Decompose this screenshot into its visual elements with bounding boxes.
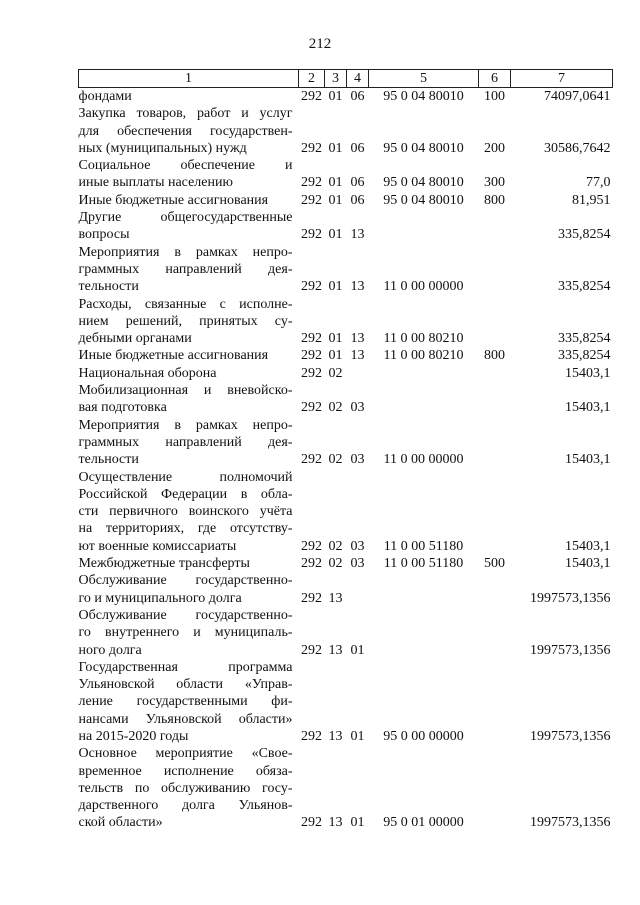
col-4-cell: 03 xyxy=(350,452,365,468)
col-5-cell: 11 0 00 80210 xyxy=(383,331,464,347)
row-name-line: ных (муниципальных) нужд xyxy=(78,140,247,156)
table-row xyxy=(79,745,613,831)
col-3-cell: 01 xyxy=(328,279,343,295)
col-4-cell: 06 xyxy=(350,140,365,156)
row-name-cell xyxy=(79,469,299,555)
row-name-cell xyxy=(79,157,299,192)
row-name-line: Обслуживание государственно- xyxy=(78,573,293,589)
col-4-cell: 01 xyxy=(350,815,365,831)
col-5-cell: 11 0 00 00000 xyxy=(383,452,464,468)
row-name-line: Мобилизационная и вневойско- xyxy=(78,383,293,399)
row-name-line: Другие общегосударственные xyxy=(78,210,293,226)
row-name-line: Государственная программа xyxy=(78,659,293,675)
table-row xyxy=(79,105,613,157)
row-name-line: Ульяновской области «Управ- xyxy=(78,677,293,693)
col-7-cell: 74097,0641 xyxy=(544,89,611,104)
row-name-line: тельности xyxy=(78,452,139,468)
table-row xyxy=(79,417,613,469)
col-2-cell: 292 xyxy=(301,642,322,658)
col-2-cell: 292 xyxy=(301,140,322,156)
col-7-cell: 30586,7642 xyxy=(544,140,611,156)
row-name-line: нансами Ульяновской области» xyxy=(78,711,293,727)
col-4-cell: 06 xyxy=(350,175,365,191)
table-row xyxy=(79,607,613,659)
col-6-cell xyxy=(479,209,511,244)
row-name-line: Российской Федерации в обла- xyxy=(78,486,293,502)
col-7-cell: 77,0 xyxy=(586,175,611,191)
col-3-cell: 02 xyxy=(328,452,343,468)
col-7-cell: 15403,1 xyxy=(565,556,611,572)
col-7-cell: 335,8254 xyxy=(558,331,611,347)
column-header-7: 7 xyxy=(511,70,613,88)
table-row xyxy=(79,469,613,555)
col-6-cell xyxy=(479,296,511,348)
row-name-cell xyxy=(79,572,299,607)
row-name-line: дебными органами xyxy=(78,331,192,347)
row-name-line: иные выплаты населению xyxy=(78,175,233,191)
row-name-line: вопросы xyxy=(78,227,130,243)
col-7-cell: 1997573,1356 xyxy=(530,728,611,744)
col-2-cell: 292 xyxy=(301,192,322,208)
column-header-4: 4 xyxy=(347,70,369,88)
row-name-line: Иные бюджетные ассигнования xyxy=(78,192,269,208)
col-4-cell: 03 xyxy=(350,556,365,572)
col-4-cell: 01 xyxy=(350,642,365,658)
col-7-cell: 15403,1 xyxy=(565,452,611,468)
col-6-cell xyxy=(479,417,511,469)
col-3-cell: 13 xyxy=(328,590,343,606)
row-name-cell xyxy=(79,244,299,296)
col-4-cell xyxy=(347,365,369,382)
table-row xyxy=(79,296,613,348)
row-name-line: го и муниципального долга xyxy=(78,590,242,606)
col-3-cell: 02 xyxy=(328,556,343,572)
table-row xyxy=(79,192,613,209)
col-6-cell xyxy=(479,745,511,831)
row-name-cell xyxy=(79,105,299,157)
col-2-cell: 292 xyxy=(301,365,322,381)
col-5-cell: 11 0 00 00000 xyxy=(383,279,464,295)
row-name-cell xyxy=(79,88,299,106)
col-5-cell: 95 0 01 00000 xyxy=(383,815,464,831)
col-5-cell xyxy=(369,209,479,244)
col-4-cell: 03 xyxy=(350,538,365,554)
table-row xyxy=(79,347,613,364)
row-name-cell xyxy=(79,296,299,348)
col-3-cell: 02 xyxy=(328,400,343,416)
col-2-cell: 292 xyxy=(301,452,322,468)
col-6-cell xyxy=(479,382,511,417)
col-7-cell: 1997573,1356 xyxy=(530,642,611,658)
row-name-line: фондами xyxy=(78,89,132,104)
table-row xyxy=(79,572,613,607)
col-3-cell: 01 xyxy=(328,192,343,208)
row-name-cell xyxy=(79,382,299,417)
row-name-line: сти первичного воинского учёта xyxy=(78,504,293,520)
col-3-cell: 01 xyxy=(328,140,343,156)
col-7-cell: 335,8254 xyxy=(558,279,611,295)
row-name-line: Обслуживание государственно- xyxy=(78,607,293,623)
col-6-cell: 300 xyxy=(484,175,505,191)
column-header-5: 5 xyxy=(369,70,479,88)
col-6-cell: 200 xyxy=(484,140,505,156)
col-3-cell: 01 xyxy=(328,227,343,243)
col-6-cell xyxy=(479,607,511,659)
col-7-cell: 15403,1 xyxy=(565,538,611,554)
col-2-cell: 292 xyxy=(301,556,322,572)
row-name-line: го внутреннего и муниципаль- xyxy=(78,625,293,641)
table-row xyxy=(79,659,613,745)
row-name-line: Мероприятия в рамках непро- xyxy=(78,417,293,433)
col-6-cell xyxy=(479,365,511,382)
row-name-line: Закупка товаров, работ и услуг xyxy=(78,106,293,122)
row-name-line: ют военные комиссариаты xyxy=(78,538,237,554)
row-name-line: Межбюджетные трансферты xyxy=(78,556,250,572)
budget-table xyxy=(78,69,613,832)
col-7-cell: 335,8254 xyxy=(558,227,611,243)
col-2-cell: 292 xyxy=(301,89,322,104)
col-5-cell xyxy=(369,365,479,382)
col-5-cell: 11 0 00 51180 xyxy=(383,556,464,572)
col-2-cell: 292 xyxy=(301,175,322,191)
col-5-cell xyxy=(369,382,479,417)
col-4-cell: 06 xyxy=(350,89,365,104)
col-2-cell: 292 xyxy=(301,538,322,554)
col-2-cell: 292 xyxy=(301,348,322,364)
row-name-line: Осуществление полномочий xyxy=(78,469,293,485)
col-4-cell: 13 xyxy=(350,331,365,347)
row-name-line: временное исполнение обяза- xyxy=(78,763,293,779)
row-name-cell xyxy=(79,555,299,572)
col-3-cell: 01 xyxy=(328,348,343,364)
row-name-cell xyxy=(79,209,299,244)
col-4-cell: 13 xyxy=(350,227,365,243)
table-row xyxy=(79,157,613,192)
row-name-line: ного долга xyxy=(78,642,142,658)
table-body xyxy=(79,88,613,832)
col-3-cell: 01 xyxy=(328,331,343,347)
col-6-cell: 100 xyxy=(484,89,505,104)
col-2-cell: 292 xyxy=(301,400,322,416)
col-3-cell: 13 xyxy=(328,728,343,744)
row-name-line: ление государственными фи- xyxy=(78,694,293,710)
row-name-line: на территориях, где отсутству- xyxy=(78,521,293,537)
row-name-line: для обеспечения государствен- xyxy=(78,123,293,139)
row-name-line: нием решений, принятых су- xyxy=(78,313,293,329)
page-number: 212 xyxy=(308,36,332,52)
col-3-cell: 01 xyxy=(328,175,343,191)
col-6-cell: 800 xyxy=(484,192,505,208)
col-5-cell: 11 0 00 51180 xyxy=(383,538,464,554)
col-4-cell: 13 xyxy=(350,279,365,295)
col-7-cell: 1997573,1356 xyxy=(530,590,611,606)
col-6-cell xyxy=(479,469,511,555)
column-header-1: 1 xyxy=(79,70,299,88)
row-name-line: Социальное обеспечение и xyxy=(78,158,293,174)
row-name-line: граммных направлений дея- xyxy=(78,434,293,450)
col-4-cell: 06 xyxy=(350,192,365,208)
col-2-cell: 292 xyxy=(301,590,322,606)
table-row xyxy=(79,555,613,572)
column-header-6: 6 xyxy=(479,70,511,88)
col-5-cell: 95 0 04 80010 xyxy=(383,192,464,208)
col-5-cell: 95 0 04 80010 xyxy=(383,140,464,156)
col-5-cell xyxy=(369,607,479,659)
row-name-cell xyxy=(79,607,299,659)
col-7-cell: 1997573,1356 xyxy=(530,815,611,831)
row-name-line: на 2015-2020 годы xyxy=(78,728,189,744)
col-7-cell: 15403,1 xyxy=(565,365,611,381)
row-name-cell xyxy=(79,417,299,469)
row-name-line: Основное мероприятие «Свое- xyxy=(78,746,293,762)
column-header-2: 2 xyxy=(299,70,325,88)
col-3-cell: 02 xyxy=(328,538,343,554)
col-2-cell: 292 xyxy=(301,227,322,243)
col-7-cell: 15403,1 xyxy=(565,400,611,416)
col-6-cell: 800 xyxy=(484,348,505,364)
col-3-cell: 13 xyxy=(328,815,343,831)
table-row xyxy=(79,88,613,106)
row-name-cell xyxy=(79,659,299,745)
col-2-cell: 292 xyxy=(301,279,322,295)
row-name-line: граммных направлений дея- xyxy=(78,261,293,277)
table-row xyxy=(79,382,613,417)
table-row xyxy=(79,365,613,382)
col-5-cell xyxy=(369,572,479,607)
row-name-line: вая подготовка xyxy=(78,400,167,416)
col-7-cell: 81,951 xyxy=(572,192,611,208)
column-header-3: 3 xyxy=(325,70,347,88)
row-name-line: Иные бюджетные ассигнования xyxy=(78,348,269,364)
col-5-cell: 11 0 00 80210 xyxy=(383,348,464,364)
row-name-line: Мероприятия в рамках непро- xyxy=(78,244,293,260)
col-5-cell: 95 0 00 00000 xyxy=(383,728,464,744)
col-6-cell xyxy=(479,572,511,607)
row-name-cell xyxy=(79,192,299,209)
col-2-cell: 292 xyxy=(301,728,322,744)
row-name-cell xyxy=(79,745,299,831)
col-4-cell: 13 xyxy=(350,348,365,364)
table-row xyxy=(79,244,613,296)
row-name-line: Расходы, связанные с исполне- xyxy=(78,296,293,312)
col-4-cell xyxy=(347,572,369,607)
table-header-row xyxy=(79,70,613,88)
col-4-cell: 01 xyxy=(350,728,365,744)
col-7-cell: 335,8254 xyxy=(558,348,611,364)
row-name-cell xyxy=(79,347,299,364)
col-3-cell: 02 xyxy=(328,365,343,381)
col-4-cell: 03 xyxy=(350,400,365,416)
col-2-cell: 292 xyxy=(301,815,322,831)
row-name-cell xyxy=(79,365,299,382)
col-2-cell: 292 xyxy=(301,331,322,347)
table-row xyxy=(79,209,613,244)
row-name-line: Национальная оборона xyxy=(78,365,217,381)
row-name-line: тельств по обслуживанию госу- xyxy=(78,780,293,796)
col-3-cell: 01 xyxy=(328,89,343,104)
row-name-line: тельности xyxy=(78,279,139,295)
col-3-cell: 13 xyxy=(328,642,343,658)
col-6-cell xyxy=(479,244,511,296)
col-6-cell: 500 xyxy=(484,556,505,572)
col-5-cell: 95 0 04 80010 xyxy=(383,175,464,191)
row-name-line: ской области» xyxy=(78,815,163,831)
row-name-line: дарственного долга Ульянов- xyxy=(78,798,293,814)
col-5-cell: 95 0 04 80010 xyxy=(383,89,464,104)
col-6-cell xyxy=(479,659,511,745)
